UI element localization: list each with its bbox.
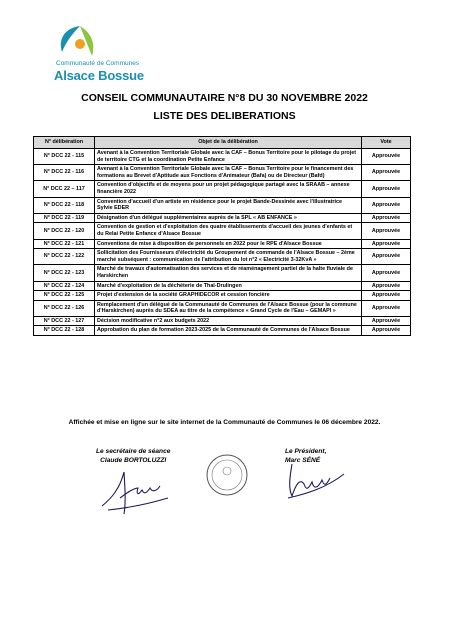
- header-object: Objet de la délibération: [95, 137, 362, 149]
- row-number: N° DCC 22 - 122: [34, 249, 95, 265]
- row-object: Désignation d'un délégué supplémentaires auprès de la SPL « AB ENFANCE »: [95, 213, 362, 223]
- row-object: Marché de travaux d'automatisation des services et de réaménagement partiel de la halte fluviale de Harskirchen: [95, 265, 362, 281]
- row-object: Approbation du plan de formation 2023-2025 de la Communauté de Communes de l'Alsace Bossue: [95, 326, 362, 336]
- header-vote: Vote: [362, 137, 411, 149]
- header-number: N° délibération: [34, 137, 95, 149]
- logo-name: Alsace Bossue: [54, 68, 144, 83]
- secretary-role: Le secrétaire de séance: [96, 448, 171, 455]
- table-row: [34, 223, 411, 239]
- row-number: N° DCC 22 - 116: [34, 165, 95, 181]
- row-number: N° DCC 22 – 117: [34, 181, 95, 197]
- table-row: [34, 149, 411, 165]
- row-object: Convention d'accueil d'un artiste en résidence pour le projet Bande-Dessinée avec l'illustratrice Sylvie EDER: [95, 197, 362, 213]
- row-number: N° DCC 22 - 128: [34, 326, 95, 336]
- table-row: [34, 165, 411, 181]
- row-number: N° DCC 22 - 115: [34, 149, 95, 165]
- row-number: N° DCC 22 - 123: [34, 265, 95, 281]
- row-object: Avenant à la Convention Territoriale Globale avec la CAF – Bonus Territoire pour le pilotage du projet de territoire CTG et la coordination Petite Enfance: [95, 149, 362, 165]
- deliberations-table: [33, 136, 411, 336]
- official-stamp: [205, 453, 249, 497]
- table-header-row: [34, 137, 411, 149]
- row-number: N° DCC 22 - 125: [34, 291, 95, 301]
- row-vote: Approuvée: [362, 223, 411, 239]
- document-title: CONSEIL COMMUNAUTAIRE N°8 DU 30 NOVEMBRE 2022: [81, 92, 368, 104]
- row-object: Avenant à la Convention Territoriale Globale avec la CAF – Bonus Territoire pour le financement des formations au Brevet d'Aptitude aux Fonctions d'Animateur (Bafa) ou de Directeur (Bafd): [95, 165, 362, 181]
- row-vote: Approuvée: [362, 165, 411, 181]
- row-vote: Approuvée: [362, 265, 411, 281]
- row-object: Marché d'exploitation de la déchèterie de Thal-Drulingen: [95, 281, 362, 291]
- alsace-bossue-logo: [50, 22, 170, 83]
- row-vote: Approuvée: [362, 326, 411, 336]
- row-number: N° DCC 22 - 126: [34, 300, 95, 316]
- row-vote: Approuvée: [362, 149, 411, 165]
- president-name: Marc SÉNÉ: [285, 456, 321, 464]
- publication-notice: Affichée et mise en ligne sur le site internet de la Communauté de Communes le 06 décembre 2022.: [68, 419, 381, 426]
- president-handwritten-signature: [282, 454, 362, 504]
- secretary-name: Claude BORTOLUZZI: [100, 456, 167, 464]
- row-number: N° DCC 22 - 124: [34, 281, 95, 291]
- row-number: N° DCC 22 - 118: [34, 197, 95, 213]
- row-object: Sollicitation des Fournisseurs d'électricité du Groupement de commande de l'Alsace Bossue – 2ème marché subséquent : communication de l'attribution du lot n°2 « Electricité 3-32KvA »: [95, 249, 362, 265]
- row-object: Conventions de mise à disposition de personnels en 2022 pour le RPE d'Alsace Bossue: [95, 239, 362, 249]
- table-row: [34, 300, 411, 316]
- logo-emblem: [50, 22, 110, 60]
- row-vote: Approuvée: [362, 281, 411, 291]
- row-vote: Approuvée: [362, 316, 411, 326]
- table-row: [34, 326, 411, 336]
- row-vote: Approuvée: [362, 239, 411, 249]
- row-number: N° DCC 22 - 121: [34, 239, 95, 249]
- row-object: Convention d'objectifs et de moyens pour un projet pédagogique partagé avec la SRAAB – annexe financière 2022: [95, 181, 362, 197]
- row-number: N° DCC 22 - 120: [34, 223, 95, 239]
- logo-subtitle: Communauté de Communes: [56, 60, 140, 67]
- row-object: Remplacement d'un délégué de la Communauté de Communes de l'Alsace Bossue (pour la commune d'Harskirchen) auprès du SDEA au titre de la compétence « Grand Cycle de l'Eau – GEMAPI »: [95, 300, 362, 316]
- row-object: Convention de gestion et d'exploitation des quatre établissements d'accueil des jeunes d'enfants et du Relai Petite Enfance d'Alsace Bossue: [95, 223, 362, 239]
- president-role: Le Président,: [285, 448, 327, 455]
- table-row: [34, 197, 411, 213]
- row-vote: Approuvée: [362, 213, 411, 223]
- table-row: [34, 265, 411, 281]
- table-row: [34, 281, 411, 291]
- row-vote: Approuvée: [362, 291, 411, 301]
- table-row: [34, 316, 411, 326]
- table-row: [34, 249, 411, 265]
- row-vote: Approuvée: [362, 181, 411, 197]
- row-object: Projet d'extension de la société GRAPHIDECOR et cession foncière: [95, 291, 362, 301]
- document-subtitle: LISTE DES DELIBERATIONS: [153, 110, 296, 122]
- row-vote: Approuvée: [362, 197, 411, 213]
- secretary-handwritten-signature: [98, 458, 188, 518]
- row-vote: Approuvée: [362, 300, 411, 316]
- row-number: N° DCC 22 - 119: [34, 213, 95, 223]
- table-row: [34, 239, 411, 249]
- table-row: [34, 181, 411, 197]
- row-vote: Approuvée: [362, 249, 411, 265]
- row-number: N° DCC 22 - 127: [34, 316, 95, 326]
- row-object: Décision modificative n°2 aux budgets 2022: [95, 316, 362, 326]
- table-row: [34, 213, 411, 223]
- table-row: [34, 291, 411, 301]
